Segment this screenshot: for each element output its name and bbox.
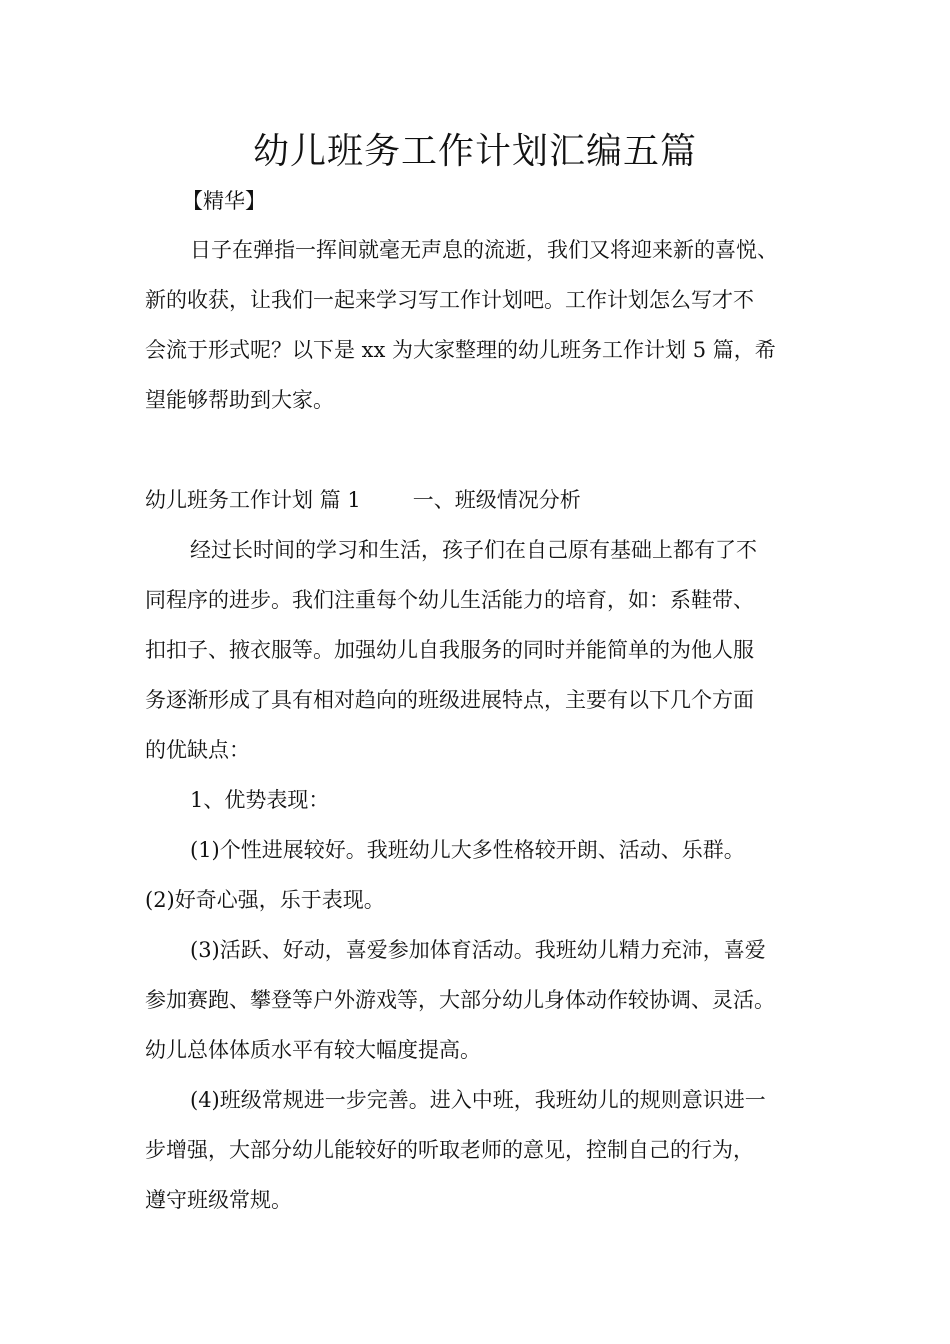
body-line: 务逐渐形成了具有相对趋向的班级进展特点，主要有以下几个方面 [145,688,754,712]
body-line: 1、优势表现： [190,788,330,812]
body-line: 步增强，大部分幼儿能较好的听取老师的意见，控制自己的行为， [145,1138,754,1162]
body-line: (4)班级常规进一步完善。进入中班，我班幼儿的规则意识进一 [190,1088,766,1112]
intro-line: 望能够帮助到大家。 [145,388,334,412]
body-line: (3)活跃、好动，喜爱参加体育活动。我班幼儿精力充沛，喜爱 [190,938,766,962]
intro-line: 新的收获，让我们一起来学习写工作计划吧。工作计划怎么写才不 [145,288,754,312]
intro-line: 会流于形式呢？以下是 xx 为大家整理的幼儿班务工作计划 5 篇，希 [145,338,776,362]
body-line: 同程序的进步。我们注重每个幼儿生活能力的培育，如：系鞋带、 [145,588,754,612]
body-line: 的优缺点： [145,738,250,762]
section-heading-right: 一、班级情况分析 [412,488,581,512]
document-title: 幼儿班务工作计划汇编五篇 [252,131,697,172]
body-line: 参加赛跑、攀登等户外游戏等，大部分幼儿身体动作较协调、灵活。 [145,988,775,1012]
section-heading-left: 幼儿班务工作计划 篇 1 [145,488,361,512]
body-line: (2)好奇心强，乐于表现。 [145,888,385,912]
body-line: 遵守班级常规。 [145,1188,292,1212]
section-heading [145,485,581,515]
body-line: 扣扣子、掖衣服等。加强幼儿自我服务的同时并能简单的为他人服 [145,638,754,662]
body-line: 幼儿总体体质水平有较大幅度提高。 [145,1038,481,1062]
body-line: 经过长时间的学习和生活，孩子们在自己原有基础上都有了不 [190,538,757,562]
intro-line: 日子在弹指一挥间就毫无声息的流逝，我们又将迎来新的喜悦、 [190,238,778,262]
essence-tag: 【精华】 [182,189,266,213]
body-line: (1)个性进展较好。我班幼儿大多性格较开朗、活动、乐群。 [190,838,745,862]
